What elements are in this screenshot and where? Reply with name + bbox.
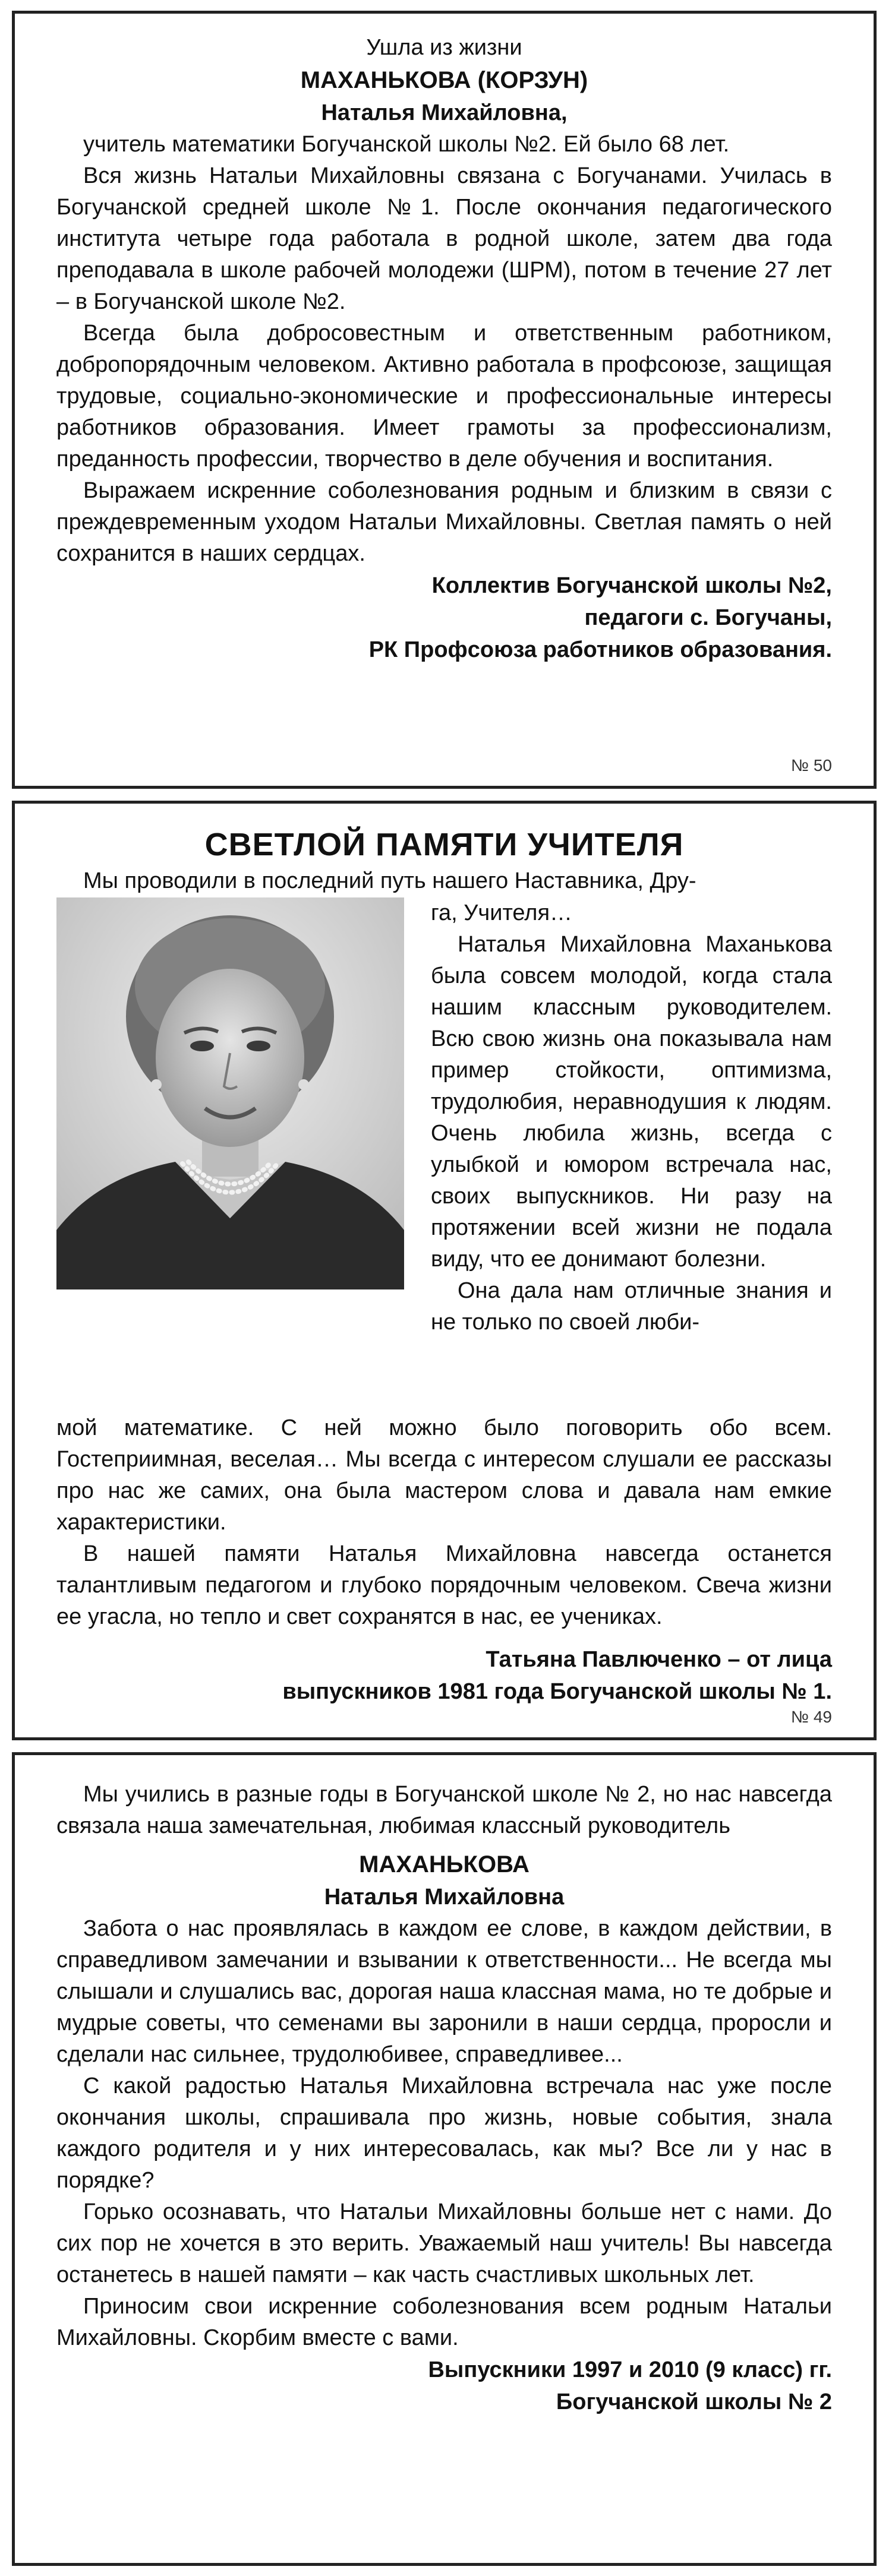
- obituary-2-title: СВЕТЛОЙ ПАМЯТИ УЧИТЕЛЯ: [204, 827, 684, 862]
- obituary-1-name: МАХАНЬКОВА (КОРЗУН): [300, 67, 588, 93]
- obituary-2-side-paragraph-1: Наталья Михайловна Маханькова была совсем молодой, когда стала нашим классным руководителем. Всю свою жизнь она показывала нам пример стойкости, оптимизма, трудолюбия, неравнодушия к людям. Очень любила жизнь, всегда с улыбкой и юмором встречала нас, своих выпускников. Ни разу на протяжении всей жизни не подала виду, что ее донимают болезни.: [431, 932, 832, 1272]
- obituary-2-paragraph-2: В нашей памяти Наталья Михайловна навсегда останется талантливым педагогом и глубоко порядочным человеком. Свеча жизни ее угасла, но тепло и свет сохранятся в нас, ее учениках.: [56, 1541, 832, 1629]
- obituary-2-number: № 49: [791, 1708, 832, 1726]
- obituary-1-paragraph-3: Всегда была добросовестным и ответственным работником, добропорядочным человеком. Активно работала в профсоюзе, защищая трудовые, социально-экономические и профессиональные интересы работников образования. Имеет грамоты за профессионализм, преданность профессии, творчество в деле обучения и воспитания.: [56, 321, 832, 472]
- obituary-block-3: [12, 1752, 877, 2566]
- obituary-3-signature-line-1: Выпускники 1997 и 2010 (9 класс) гг.: [428, 2357, 832, 2382]
- obituary-3-paragraph-1: Забота о нас проявлялась в каждом ее слове, в каждом действии, в справедливом замечании и взывании к ответственности... Не всегда мы слышали и слушались вас, дорогая наша классная мама, но те добрые и мудрые советы, что семенами вы заронили в наши сердца, проросли и сделали нас сильнее, трудолюбивее, справедливее...: [56, 1916, 832, 2067]
- obituary-1-paragraph-2: Вся жизнь Натальи Михайловны связана с Богучанами. Училась в Богучанской средней школе №1. После окончания педагогического института четыре года работала в родной школе, затем два года преподавала в школе рабочей молодежи (ШРМ), потом в течение 27 лет – в Богучанской школе №2.: [56, 163, 832, 314]
- obituary-2-signature-line-2: выпускников 1981 года Богучанской школы № 1.: [282, 1679, 832, 1704]
- obituary-1-paragraph-1: учитель математики Богучанской школы №2. Ей было 68 лет.: [83, 132, 730, 157]
- obituary-1-number: № 50: [791, 756, 832, 775]
- obituary-2-intro-continued: га, Учителя…: [431, 900, 573, 925]
- obituary-2-side-paragraph-2: Она дала нам отличные знания и не только по своей люби-: [431, 1278, 832, 1335]
- obituary-block-2: [12, 801, 877, 1740]
- obituary-3-content: [56, 1779, 832, 2418]
- teacher-portrait-photo: [56, 897, 404, 1289]
- obituary-3-paragraph-4: Приносим свои искренние соболезнования всем родным Натальи Михайловны. Скорбим вместе с вами.: [56, 2294, 832, 2350]
- obituary-1-content: [56, 31, 832, 666]
- obituary-3-paragraph-2: С какой радостью Наталья Михайловна встречала нас уже после окончания школы, спрашивала про жизнь, новые события, знала каждого родителя и у них интересовалась, как мы? Все ли у нас в порядке?: [56, 2074, 832, 2193]
- obituary-2-paragraph-1: мой математике. С ней можно было поговорить обо всем. Гостеприимная, веселая… Мы всегда с интересом слушали ее рассказы про нас же самих, она была мастером слова и давала нам емкие характеристики.: [56, 1415, 832, 1535]
- obituary-1-intro: Ушла из жизни: [366, 35, 522, 60]
- obituary-3-name: МАХАНЬКОВА: [359, 1851, 529, 1878]
- obituary-3-first-name: Наталья Михайловна: [324, 1885, 565, 1910]
- obituary-3-paragraph-3: Горько осознавать, что Натальи Михайловны больше нет с нами. До сих пор не хочется в это верить. Уважаемый наш учитель! Вы навсегда останетесь в нашей памяти – как часть счастливых школьных лет.: [56, 2199, 832, 2287]
- obituary-1-signature-line-1: Коллектив Богучанской школы №2,: [431, 573, 832, 598]
- obituary-1-first-name: Наталья Михайловна,: [321, 100, 568, 125]
- obituary-2-intro: Мы проводили в последний путь нашего Наставника, Дру-: [83, 868, 696, 893]
- obituary-3-intro: Мы учились в разные годы в Богучанской школе № 2, но нас навсегда связала наша замечательная, любимая классный руководитель: [56, 1782, 832, 1838]
- obituary-1-signature-line-3: РК Профсоюза работников образования.: [368, 637, 832, 662]
- obituary-block-1: [12, 11, 877, 789]
- obituary-2-body: [56, 1412, 832, 1708]
- portrait-image: [56, 897, 404, 1289]
- obituary-1-signature-line-2: педагоги с. Богучаны,: [584, 605, 832, 630]
- obituary-2-side-column: [431, 897, 832, 1338]
- obituary-1-paragraph-4: Выражаем искренние соболезнования родным и близким в связи с преждевременным уходом Натальи Михайловны. Светлая память о ней сохранится в наших сердцах.: [56, 478, 832, 566]
- obituary-2-signature-line-1: Татьяна Павлюченко – от лица: [486, 1647, 832, 1672]
- obituary-3-signature-line-2: Богучанской школы № 2: [556, 2389, 832, 2414]
- obituary-2-header: [56, 824, 832, 897]
